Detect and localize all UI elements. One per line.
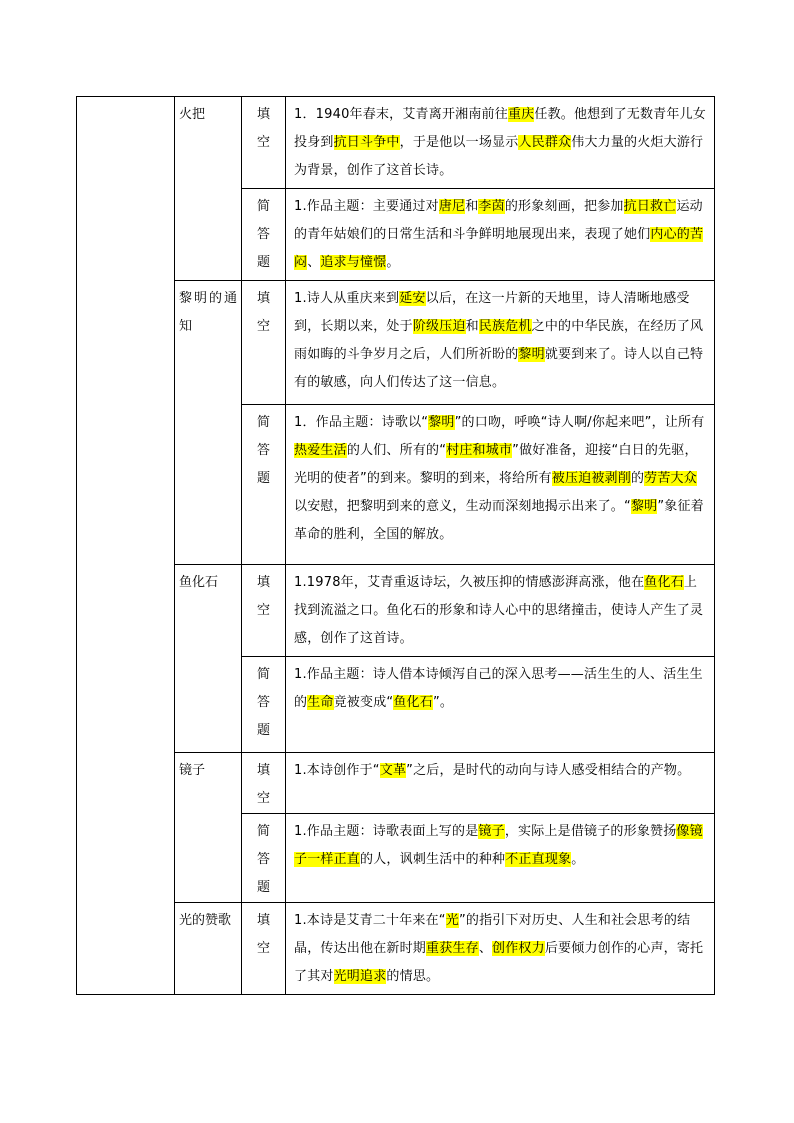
poem-title: 光的赞歌: [179, 913, 232, 928]
answer-text-cell: [286, 753, 715, 814]
question-type: 简答题: [256, 199, 270, 270]
question-type-cell: [242, 405, 286, 565]
highlighted-keyword: 黎明: [630, 499, 658, 514]
highlighted-keyword: 民族危机: [478, 319, 532, 334]
poem-title-cell: [175, 281, 242, 565]
answer-text: ”之后，是时代的动向与诗人感受相结合的产物。: [406, 763, 691, 778]
highlighted-keyword: 光明追求: [333, 969, 387, 984]
highlighted-keyword: 生命: [307, 695, 334, 710]
answer-text: 的人们、所有的“: [346, 443, 447, 458]
question-type: 简答题: [256, 824, 270, 895]
answer-text: 、: [478, 941, 493, 956]
question-type: 简答题: [256, 667, 270, 738]
answer-text: 运动的青年姑娘们的日常生活和斗争鲜明地展现出来，表现了她们: [294, 199, 703, 242]
answer-text-cell: [286, 405, 715, 565]
highlighted-keyword: 追求与憧憬: [320, 255, 387, 270]
answer-text: 1．1940年春末，艾青离开湘南前往: [294, 107, 508, 122]
highlighted-keyword: 鱼化石: [393, 695, 433, 710]
answer-text: 以安慰，把黎明到来的意义，生动而深刻地揭示出来了。“: [294, 499, 631, 514]
poem-title: 火把: [179, 107, 206, 122]
highlighted-keyword: 延安: [399, 291, 426, 306]
answer-text: 后要倾力创作的心声，寄托了其对: [294, 941, 704, 984]
highlighted-keyword: 黎明: [518, 347, 545, 362]
poem-title: 镜子: [179, 763, 206, 778]
highlighted-keyword: 光: [445, 913, 459, 928]
highlighted-keyword: 抗日救亡: [623, 199, 677, 214]
question-type-cell: [242, 97, 286, 189]
answer-text: 1.本诗是艾青二十年来在“: [294, 913, 446, 928]
highlighted-keyword: 唐尼: [438, 199, 466, 214]
highlighted-keyword: 内心的苦闷: [294, 227, 704, 270]
answer-text: 任教。他想到了无数青年儿女投身到: [294, 107, 706, 150]
answer-text-cell: [286, 97, 715, 189]
poem-title-cell: [175, 753, 242, 903]
answer-text: 伟大力量的火炬大游行为背景，创作了这首长诗。: [294, 135, 704, 178]
question-type-cell: [242, 281, 286, 405]
answer-text: 、: [307, 255, 321, 270]
question-type-cell: [242, 189, 286, 281]
question-type-cell: [242, 657, 286, 753]
answer-text: 。: [571, 852, 585, 867]
answer-text: 1.作品主题：诗歌表面上写的是: [294, 824, 479, 839]
answer-text: 1．作品主题：诗歌以“: [294, 415, 429, 430]
answer-text-cell: [286, 657, 715, 753]
answer-text: 竟被变成“: [333, 695, 394, 710]
highlighted-keyword: 不正直现象: [505, 852, 572, 867]
question-type-cell: [242, 814, 286, 903]
highlighted-keyword: 文革: [379, 763, 407, 778]
answer-text: 1.1978年，艾青重返诗坛，久被压抑的情感澎湃高涨，他在: [294, 575, 645, 590]
answer-text: 。: [386, 255, 400, 270]
answer-text: ”的指引下对历史、人生和社会思考的结晶，传达出他在新时期: [294, 913, 691, 956]
answer-text: 的人，讽刺生活中的种种: [360, 852, 506, 867]
answer-text: 以后，在这一片新的天地里，诗人清晰地感受到，长期以来，处于: [294, 291, 690, 334]
highlighted-keyword: 创作权力: [492, 941, 545, 956]
answer-text: 之中的中华民族，在经历了风雨如晦的斗争岁月之后，人们所祈盼的: [294, 319, 704, 362]
answer-text: 就要到来了。诗人以自己特有的敏感，向人们传达了这一信息。: [294, 347, 704, 390]
blank-margin-column: [77, 97, 175, 995]
question-type: 填空: [256, 107, 270, 150]
answer-text: ”。: [432, 695, 454, 710]
question-type-cell: [242, 565, 286, 657]
poem-title: 黎明的通知: [179, 291, 237, 334]
answer-text-cell: [286, 189, 715, 281]
answer-text: ”的口吻，呼唤“诗人啊/你起来吧”，让所有: [454, 415, 705, 430]
answer-text-cell: [286, 814, 715, 903]
highlighted-keyword: 镜子: [478, 824, 505, 839]
highlighted-keyword: 黎明: [428, 415, 455, 430]
highlighted-keyword: 抗日斗争中: [333, 135, 400, 150]
highlighted-keyword: 像镜子一样正直: [294, 824, 703, 867]
answer-text: 1.本诗创作于“: [294, 763, 380, 778]
poem-title-cell: [175, 565, 242, 753]
highlighted-keyword: 劳苦大众: [644, 471, 697, 486]
table-row: [77, 97, 715, 189]
answer-text: ”象征着革命的胜利，全国的解放。: [294, 499, 704, 542]
answer-text: ，于是他以一场显示: [399, 135, 519, 150]
question-type: 填空: [256, 763, 270, 806]
poem-title-cell: [175, 903, 242, 995]
poem-title-cell: [175, 97, 242, 281]
answer-text-cell: [286, 565, 715, 657]
question-type: 填空: [256, 575, 270, 618]
answer-text: 1.诗人从重庆来到: [294, 291, 400, 306]
question-type: 填空: [256, 291, 270, 334]
answer-text: ，实际上是借镜子的形象赞扬: [504, 824, 677, 839]
answer-text: 和: [465, 199, 479, 214]
highlighted-keyword: 被压迫被剥削: [551, 471, 631, 486]
highlighted-keyword: 重获生存: [426, 941, 479, 956]
highlighted-keyword: 鱼化石: [644, 575, 684, 590]
answer-text: 1.作品主题：主要通过对: [294, 199, 439, 214]
highlighted-keyword: 重庆: [507, 107, 535, 122]
highlighted-keyword: 热爱生活: [294, 443, 347, 458]
question-type: 填空: [256, 913, 270, 956]
question-type: 简答题: [256, 415, 270, 486]
answer-text-cell: [286, 281, 715, 405]
answer-text: 1.作品主题：诗人借本诗倾泻自己的深入思考——活生生的人、活生生的: [294, 667, 703, 710]
answer-text: 和: [465, 319, 479, 334]
highlighted-keyword: 阶级压迫: [412, 319, 466, 334]
answer-text: 的形象刻画，把参加: [504, 199, 624, 214]
highlighted-keyword: 人民群众: [518, 135, 572, 150]
notes-table: [76, 96, 715, 995]
poem-title: 鱼化石: [179, 575, 219, 590]
highlighted-keyword: 村庄和城市: [446, 443, 513, 458]
answer-text-cell: [286, 903, 715, 995]
answer-text: ”做好准备，迎接“白日的先驱，光明的使者”的到来。黎明的到来，将给所有: [294, 443, 698, 486]
question-type-cell: [242, 903, 286, 995]
answer-text: 的: [630, 471, 645, 486]
question-type-cell: [242, 753, 286, 814]
answer-text: 上找到流溢之口。鱼化石的形象和诗人心中的思绪撞击，使诗人产生了灵感，创作了这首诗。: [294, 575, 704, 646]
highlighted-keyword: 李茵: [478, 199, 505, 214]
answer-text: 的情思。: [386, 969, 440, 984]
